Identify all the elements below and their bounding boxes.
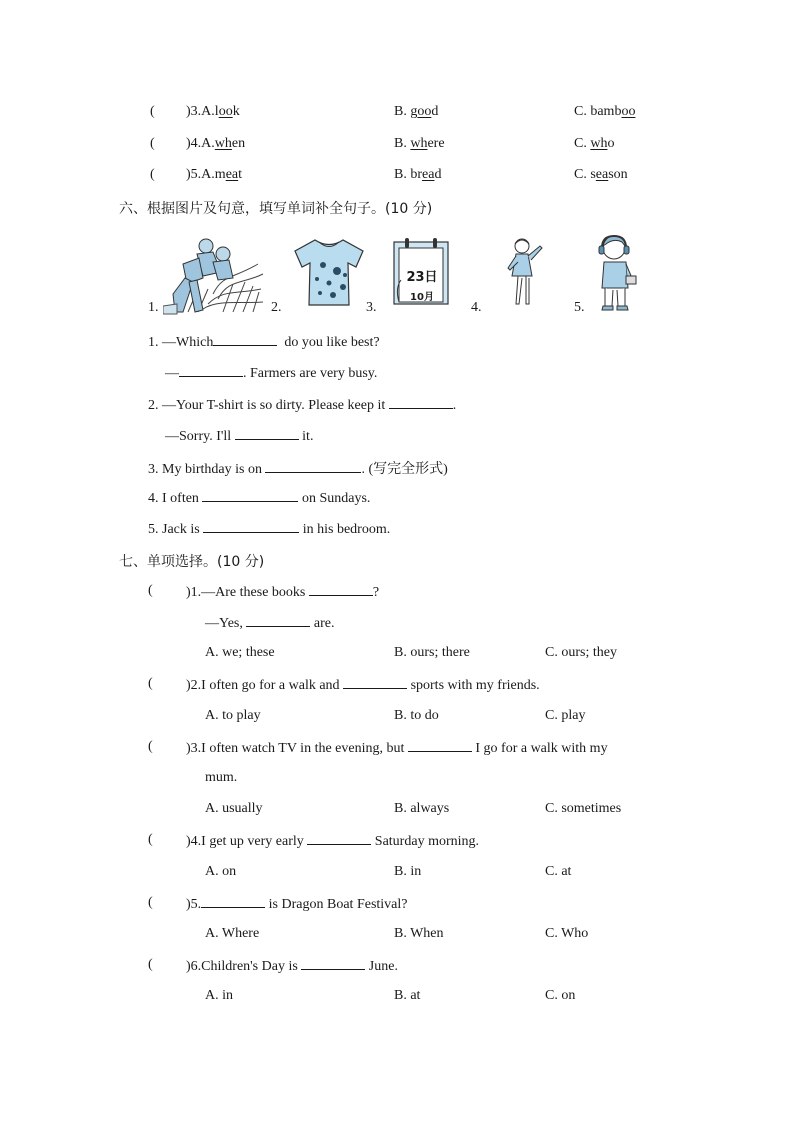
option-c[interactable]: C. on — [545, 988, 576, 1003]
option-c-underlined: oo — [621, 104, 636, 119]
option-b-pre: br — [410, 167, 423, 182]
question-7-1: )1.—Are these books ? — [186, 585, 380, 600]
girl-dancing-picture — [500, 236, 548, 312]
question-7-3: )3.I often watch TV in the evening, but I go for a walk with my — [186, 741, 608, 756]
paren-close: ) — [186, 136, 191, 151]
option-c[interactable]: C. sometimes — [545, 801, 622, 816]
answer-paren-open: ( — [150, 104, 155, 119]
calendar-month: 10月 — [410, 292, 434, 303]
option-b-post: ere — [427, 136, 445, 151]
answer-paren-open: ( — [150, 167, 155, 182]
option-a-underlined: ea — [225, 167, 239, 182]
option-a-post: t — [238, 167, 243, 182]
paren-close: ) — [186, 167, 191, 182]
option-b-post: d — [434, 167, 442, 182]
option-c[interactable]: C. ours; they — [545, 645, 617, 660]
question-6-3: 3. My birthday is on . (写完全形式) — [148, 462, 448, 477]
answer-blank[interactable] — [408, 739, 472, 752]
boy-listening-music-picture — [592, 232, 642, 314]
calendar-day: 23日 — [406, 270, 438, 285]
option-b-label: B. — [394, 167, 407, 182]
option-c-post: o — [607, 136, 615, 151]
picture-number-2: 2. — [271, 300, 282, 315]
option-b[interactable]: B. at — [394, 988, 421, 1003]
answer-blank[interactable] — [235, 427, 299, 440]
question-7-5: )5. is Dragon Boat Festival? — [186, 897, 408, 912]
section-6-title: 六、根据图片及句意，填写单词补全句子。(10 分) — [119, 201, 433, 217]
paren-close: ) — [186, 104, 191, 119]
picture-number-1: 1. — [148, 300, 159, 315]
farmers-harvesting-picture — [163, 234, 265, 316]
question-number: 5.A. — [190, 167, 215, 182]
option-b-label: B. — [394, 104, 407, 119]
answer-blank[interactable] — [179, 364, 243, 377]
option-a[interactable]: A. Where — [205, 926, 260, 941]
option-a-post: k — [232, 104, 240, 119]
picture-number-3: 3. — [366, 300, 377, 315]
question-7-3-continuation: mum. — [205, 770, 238, 785]
question-7-1-line2: —Yes, are. — [205, 616, 335, 631]
option-a[interactable]: A. to play — [205, 708, 261, 723]
answer-blank[interactable] — [389, 396, 453, 409]
option-b-underlined: ea — [422, 167, 435, 182]
answer-paren-open: ( — [148, 832, 153, 847]
option-b-post: d — [431, 104, 439, 119]
answer-blank[interactable] — [203, 520, 299, 533]
question-number: 3.A. — [190, 104, 215, 119]
option-a-pre: m — [214, 167, 226, 182]
answer-blank[interactable] — [265, 460, 361, 473]
option-c-label: C. — [574, 104, 587, 119]
option-c[interactable]: C. at — [545, 864, 572, 879]
question-7-2: )2.I often go for a walk and sports with my friends. — [186, 678, 540, 693]
picture-number-4: 4. — [471, 300, 482, 315]
answer-blank[interactable] — [213, 333, 277, 346]
question-6-4: 4. I often on Sundays. — [148, 491, 371, 506]
section-7-title: 七、单项选择。(10 分) — [119, 554, 265, 570]
answer-blank[interactable] — [343, 676, 407, 689]
option-c-post: son — [608, 167, 628, 182]
option-c-label: C. — [574, 136, 587, 151]
option-a-pre: l — [214, 104, 219, 119]
question-6-2b: —Sorry. I'll it. — [165, 429, 314, 444]
option-a-underlined: wh — [214, 136, 232, 151]
answer-blank[interactable] — [201, 895, 265, 908]
option-c-label: C. — [574, 167, 587, 182]
option-b[interactable]: B. ours; there — [394, 645, 470, 660]
question-number: 4.A. — [190, 136, 215, 151]
option-b[interactable]: B. to do — [394, 708, 439, 723]
option-b[interactable]: B. in — [394, 864, 422, 879]
calendar-picture — [391, 236, 451, 306]
option-c-pre: bamb — [590, 104, 622, 119]
answer-paren-open: ( — [148, 957, 153, 972]
option-a[interactable]: A. we; these — [205, 645, 275, 660]
question-6-5: 5. Jack is in his bedroom. — [148, 522, 391, 537]
answer-blank[interactable] — [309, 583, 373, 596]
option-b-underlined: wh — [410, 136, 428, 151]
option-b[interactable]: B. When — [394, 926, 444, 941]
option-b-pre: g — [410, 104, 418, 119]
answer-paren-open: ( — [150, 136, 155, 151]
option-a[interactable]: A. in — [205, 988, 233, 1003]
answer-blank[interactable] — [307, 832, 371, 845]
option-b-label: B. — [394, 136, 407, 151]
question-7-4: )4.I get up very early Saturday morning. — [186, 834, 480, 849]
answer-blank[interactable] — [202, 489, 298, 502]
answer-paren-open: ( — [148, 583, 153, 598]
question-7-6: )6.Children's Day is June. — [186, 959, 398, 974]
question-6-2a: 2. —Your T-shirt is so dirty. Please keep it . — [148, 398, 457, 413]
dirty-tshirt-picture — [293, 237, 365, 307]
option-c-underlined: ea — [595, 167, 609, 182]
option-a[interactable]: A. usually — [205, 801, 263, 816]
option-b-underlined: oo — [417, 104, 432, 119]
answer-blank[interactable] — [246, 614, 310, 627]
option-c[interactable]: C. play — [545, 708, 586, 723]
option-c-underlined: wh — [590, 136, 608, 151]
picture-number-5: 5. — [574, 300, 585, 315]
option-a[interactable]: A. on — [205, 864, 237, 879]
answer-paren-open: ( — [148, 676, 153, 691]
option-b[interactable]: B. always — [394, 801, 450, 816]
question-6-1b: — . Farmers are very busy. — [165, 366, 378, 381]
answer-paren-open: ( — [148, 739, 153, 754]
option-c-pre: s — [590, 167, 596, 182]
option-c[interactable]: C. Who — [545, 926, 589, 941]
option-a-underlined: oo — [218, 104, 233, 119]
question-6-1a: 1. —Which do you like best? — [148, 335, 380, 350]
option-a-post: en — [231, 136, 246, 151]
answer-blank[interactable] — [301, 957, 365, 970]
answer-paren-open: ( — [148, 895, 153, 910]
